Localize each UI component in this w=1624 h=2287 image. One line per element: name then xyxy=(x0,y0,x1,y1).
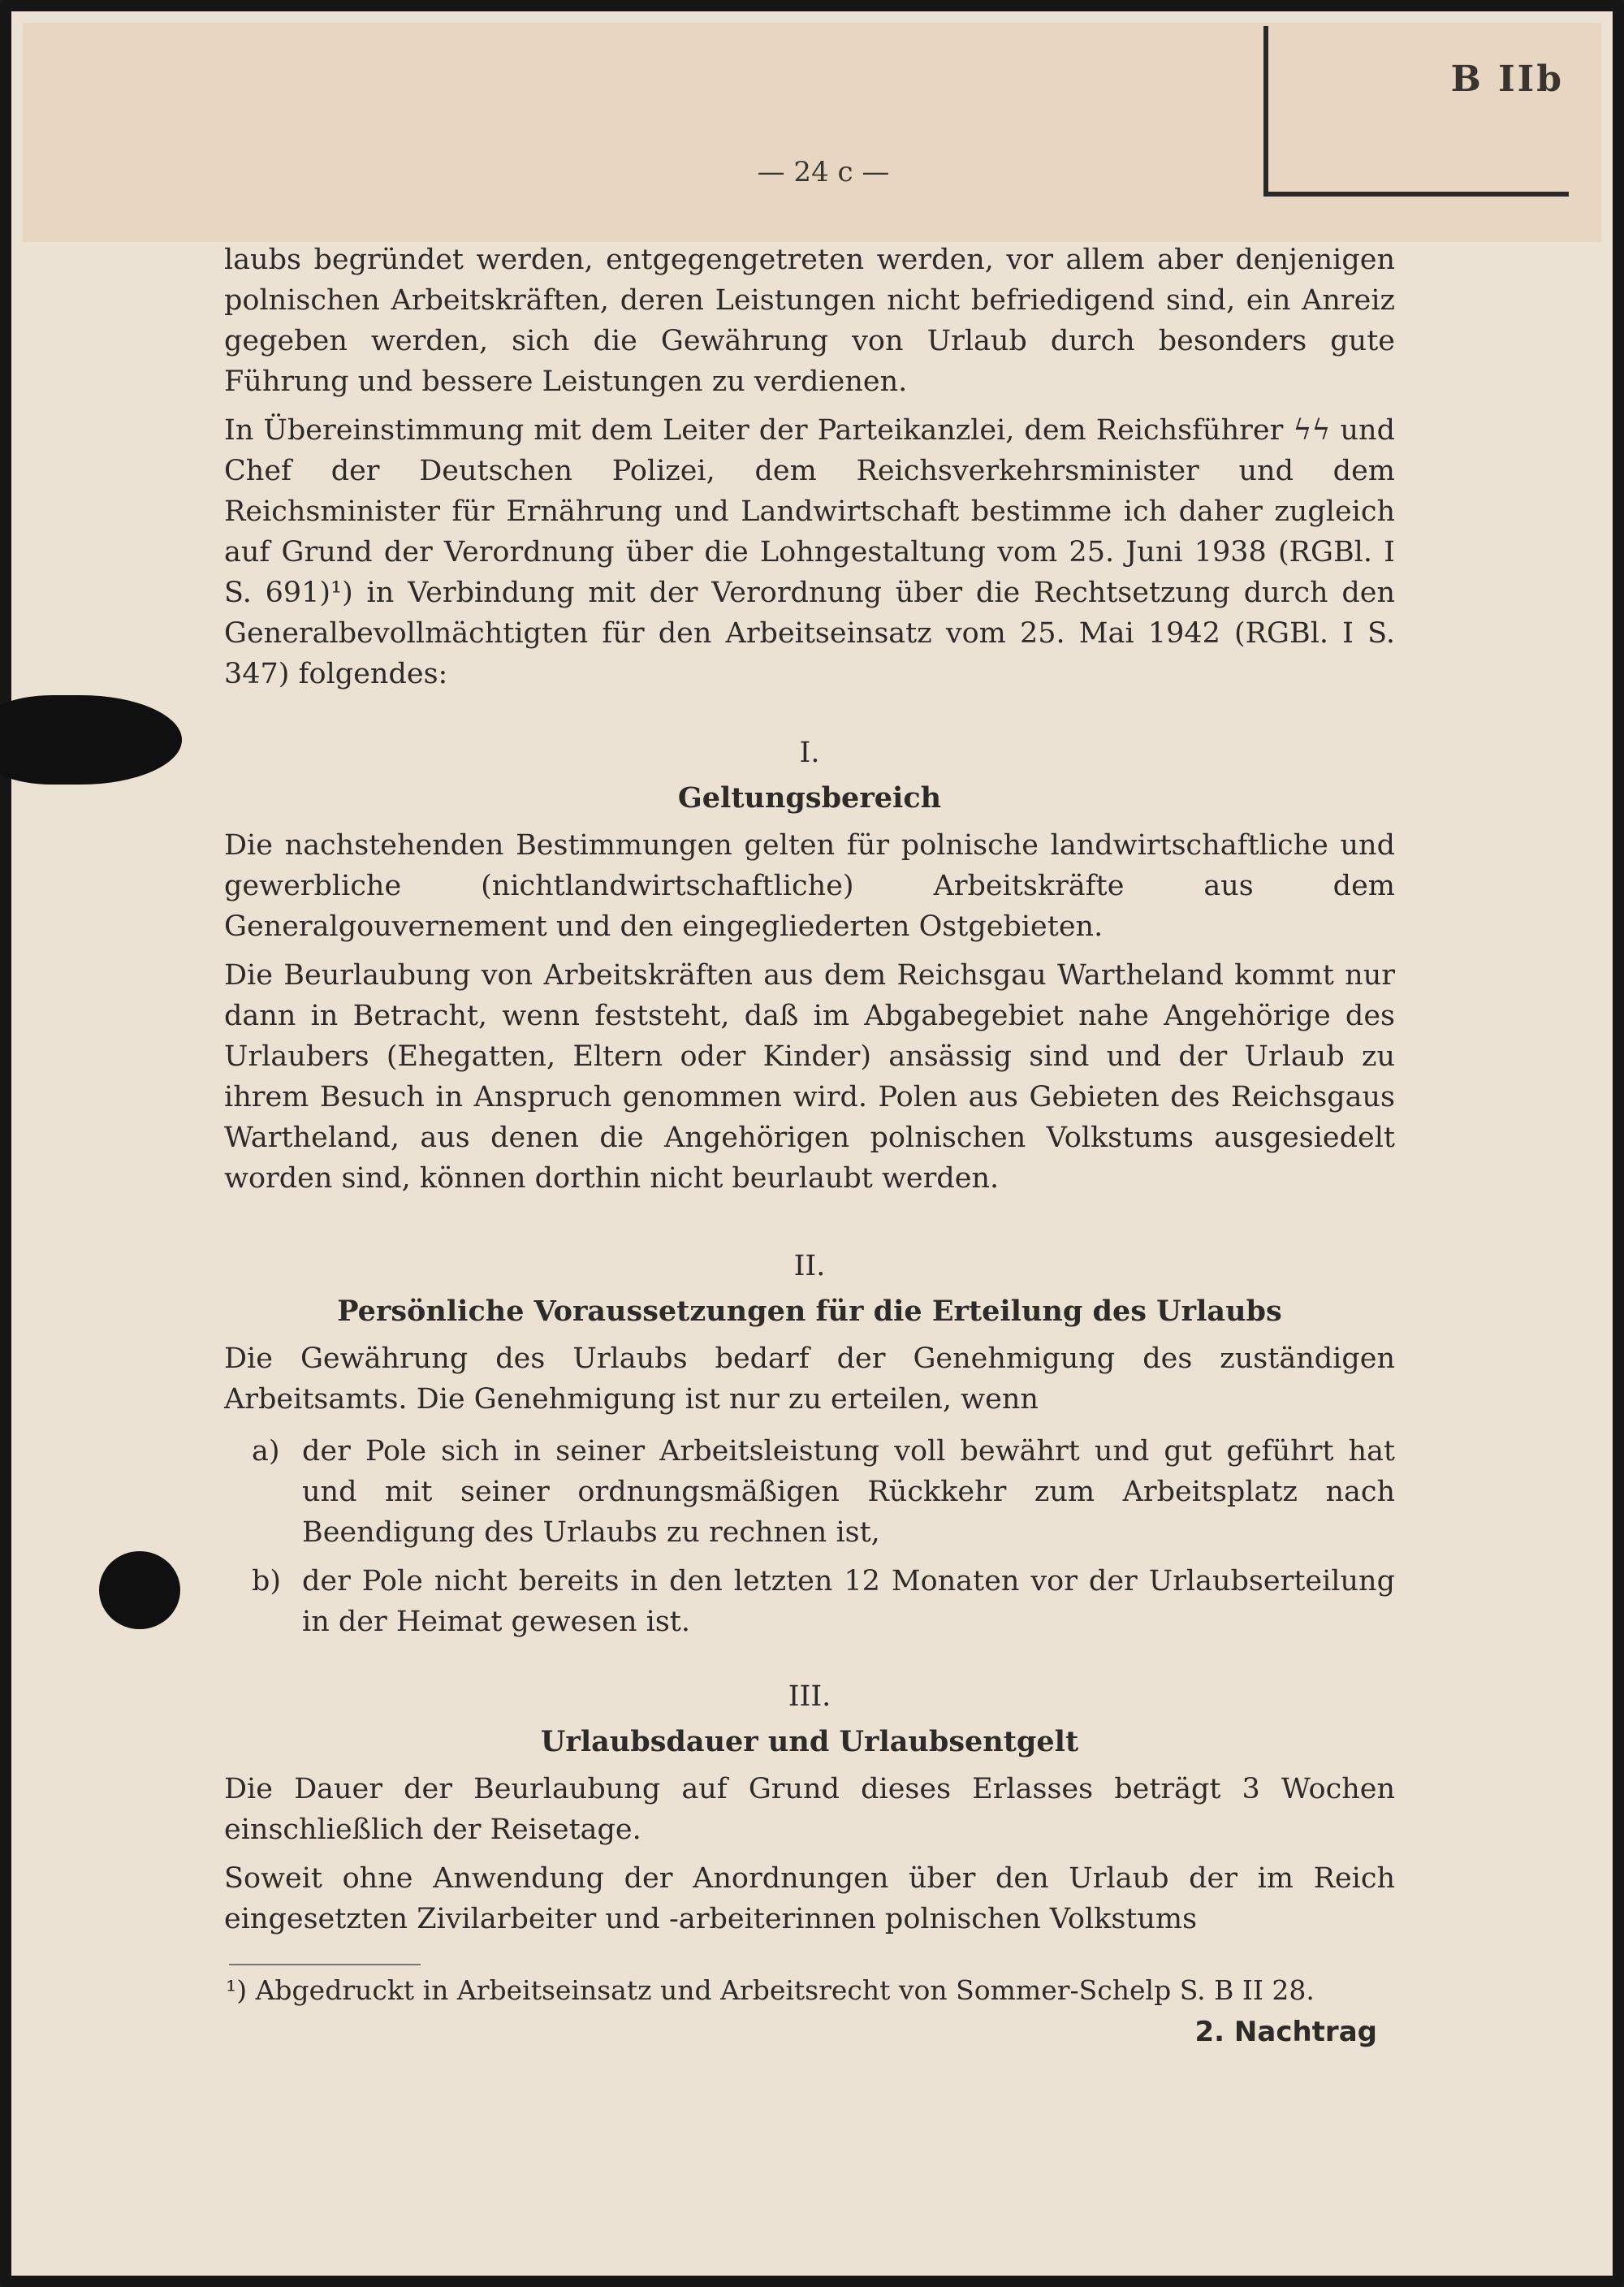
footnote-divider xyxy=(229,1964,421,1965)
paragraph: Die nachstehenden Bestimmungen gelten für polnische landwirtschaftliche und gewerbliche (nichtlandwirtschaftliche) Arbeitskräfte aus dem Generalgouvernement und den eingegliederten Ostgebieten. xyxy=(224,829,1395,943)
page-number: — 24 c — xyxy=(757,156,890,188)
intro-text xyxy=(224,240,1395,694)
section-heading: Urlaubsdauer und Urlaubsentgelt xyxy=(540,1725,1079,1758)
list-item xyxy=(224,1431,1395,1553)
paragraph: Soweit ohne Anwendung der Anordnungen über den Urlaub der im Reich eingesetzten Zivilarbeiter und -arbeiterinnen polnischen Volkstums xyxy=(224,1862,1395,1935)
list-item xyxy=(224,1561,1395,1642)
list-text: der Pole sich in seiner Arbeitsleistung voll bewährt und gut geführt hat und mit seiner ordnungsmäßigen Rückkehr zum Arbeitsplatz nach Beendigung des Urlaubs zu rechnen ist, xyxy=(302,1435,1395,1549)
section-3 xyxy=(224,1676,1395,1939)
section-numeral: III. xyxy=(788,1680,831,1713)
section-1 xyxy=(224,733,1395,1199)
section-heading: Persönliche Voraussetzungen für die Erteilung des Urlaubs xyxy=(337,1295,1282,1328)
punch-hole-top xyxy=(0,695,182,785)
footnote: ¹) Abgedruckt in Arbeitseinsatz und Arbeitsrecht von Sommer-Schelp S. B II 28. xyxy=(226,1974,1315,2006)
paragraph: Die Dauer der Beurlaubung auf Grund dieses Erlasses beträgt 3 Wochen einschließlich der Reisetage. xyxy=(224,1773,1395,1846)
list-label: b) xyxy=(252,1565,282,1597)
section-numeral: II. xyxy=(793,1250,826,1282)
list-text: der Pole nicht bereits in den letzten 12 Monaten vor der Urlaubserteilung in der Heimat gewesen ist. xyxy=(302,1565,1395,1638)
paragraph: Die Beurlaubung von Arbeitskräften aus dem Reichsgau Wartheland kommt nur dann in Betracht, wenn feststeht, daß im Abgabegebiet nahe Angehörige des Urlaubers (Ehegatten, Eltern oder Kinder) ansässig sind und der Urlaub zu ihrem Besuch in Anspruch genommen wird. Polen aus Gebieten des Reichsgaus Wartheland, aus denen die Angehörigen polnischen Volkstums ausgesiedelt worden sind, können dorthin nicht beurlaubt werden. xyxy=(224,959,1395,1195)
paragraph: In Übereinstimmung mit dem Leiter der Parteikanzlei, dem Reichsführer ϟϟ und Chef der Deutschen Polizei, dem Reichsverkehrsminister und dem Reichsminister für Ernährung und Landwirtschaft bestimme ich daher zugleich auf Grund der Verordnung über die Lohngestaltung vom 25. Juni 1938 (RGBl. I S. 691)¹) in Verbindung mit der Verordnung über die Rechtsetzung durch den Generalbevollmächtigten für den Arbeitseinsatz vom 25. Mai 1942 (RGBl. I S. 347) folgendes: xyxy=(224,414,1395,690)
punch-hole-bottom xyxy=(99,1551,180,1629)
category-stamp: B IIb xyxy=(1450,58,1564,100)
section-heading: Geltungsbereich xyxy=(677,781,942,815)
supplement-label: 2. Nachtrag xyxy=(1194,2016,1377,2048)
section-numeral: I. xyxy=(799,737,820,769)
paragraph: Die Gewährung des Urlaubs bedarf der Genehmigung des zuständigen Arbeitsamts. Die Genehmigung ist nur zu erteilen, wenn xyxy=(224,1342,1395,1416)
section-2 xyxy=(224,1246,1395,1642)
list-label: a) xyxy=(252,1435,280,1468)
paragraph: laubs begründet werden, entgegengetreten werden, vor allem aber denjenigen polnischen Arbeitskräften, deren Leistungen nicht befriedigend sind, ein Anreiz gegeben werden, sich die Gewährung von Urlaub durch besonders gute Führung und bessere Leistungen zu verdienen. xyxy=(224,244,1395,398)
